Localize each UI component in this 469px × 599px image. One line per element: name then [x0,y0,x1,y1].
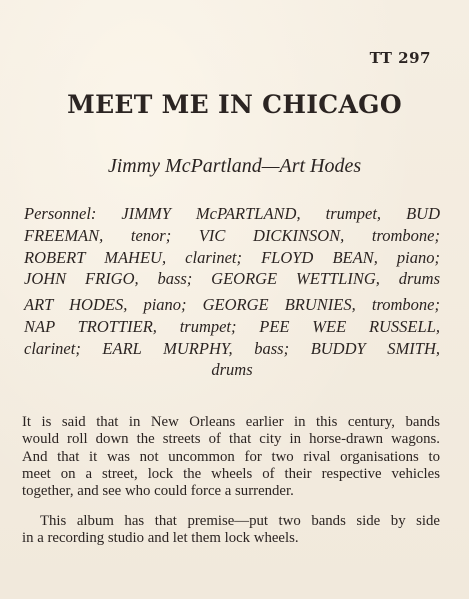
paragraph-line: And that it was not uncommon for two rival organisations to [22,448,440,465]
personnel-line: Personnel: JIMMY McPARTLAND, trumpet, BUD [24,204,440,223]
personnel-block-1 [24,203,440,290]
paragraph-line: It is said that in New Orleans earlier in this century, bands [22,414,440,430]
paragraph-1 [22,414,440,500]
personnel-line: ROBERT MAHEU, clarinet; FLOYD BEAN, piano; [24,247,440,267]
paragraph-line: would roll down the streets of that city in horse-drawn wagons. [22,431,440,448]
album-subtitle: Jimmy McPartland—Art Hodes [107,155,362,177]
personnel-line: JOHN FRIGO, bass; GEORGE WETTLING, drums [24,269,440,289]
paragraph-line: meet on a street, lock the wheels of their respective vehicles [22,465,440,482]
personnel-block-2 [24,294,440,381]
paragraph-2 [22,513,440,548]
paragraph-line: together, and see who could force a surrender. [22,483,294,500]
personnel-line: FREEMAN, tenor; VIC DICKINSON, trombone; [24,225,440,245]
personnel-line: NAP TROTTIER, trumpet; PEE WEE RUSSELL, [24,316,440,336]
paragraph-line: in a recording studio and let them lock wheels. [22,530,299,547]
paragraph-line: This album has that premise—put two bands side by side [40,513,440,529]
personnel-line: ART HODES, piano; GEORGE BRUNIES, trombone; [24,295,440,314]
personnel-line: drums [211,360,253,380]
album-title: MEET ME IN CHICAGO [67,90,402,119]
personnel-line: clarinet; EARL MURPHY, bass; BUDDY SMITH, [24,338,440,358]
catalog-number: TT 297 [369,49,431,67]
